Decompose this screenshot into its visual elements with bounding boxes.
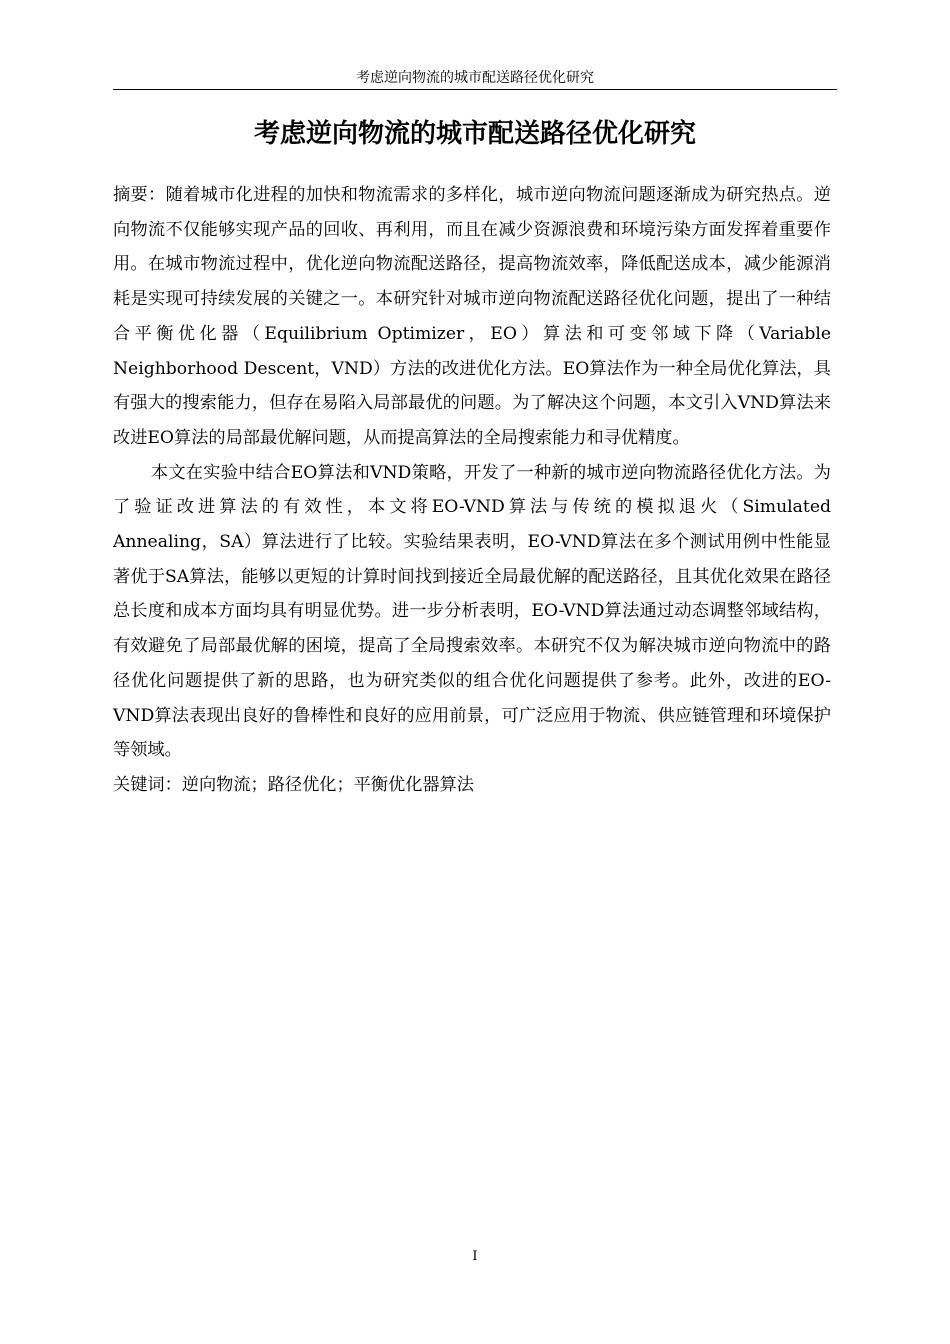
keywords-label: 关键词： bbox=[113, 774, 182, 795]
abstract-section bbox=[113, 178, 831, 803]
header-divider bbox=[113, 89, 837, 90]
document-title: 考虑逆向物流的城市配送路径优化研究 bbox=[253, 119, 696, 149]
abstract-label: 摘要： bbox=[113, 185, 166, 205]
keywords-text: 逆向物流；路径优化；平衡优化器算法 bbox=[181, 774, 474, 795]
abstract-paragraph-1 bbox=[113, 178, 831, 456]
abstract-text-1: 随着城市化进程的加快和物流需求的多样化，城市逆向物流问题逐渐成为研究热点。逆向物流不仅能够实现产品的回收、再利用，而且在减少资源浪费和环境污染方面发挥着重要作用。在城市物流过程中，优化逆向物流配送路径，提高物流效率，降低配送成本，减少能源消耗是实现可持续发展的关键之一。本研究针对城市逆向物流配送路径优化问题，提出了一种结合平衡优化器（Equilibrium Optimizer，EO）算法和可变邻域下降（Variable Neighborhood Descent，VND）方法的改进优化方法。EO算法作为一种全局优化算法，具有强大的搜索能力，但存在易陷入局部最优的问题。为了解决这个问题，本文引入VND算法来改进EO算法的局部最优解问题，从而提高算法的全局搜索能力和寻优精度。 bbox=[113, 185, 831, 448]
keywords-line bbox=[113, 768, 831, 803]
page-number: I bbox=[472, 1249, 478, 1264]
running-header: 考虑逆向物流的城市配送路径优化研究 bbox=[356, 70, 594, 86]
abstract-paragraph-2: 本文在实验中结合EO算法和VND策略，开发了一种新的城市逆向物流路径优化方法。为了验证改进算法的有效性，本文将EO-VND算法与传统的模拟退火（Simulated Annealing，SA）算法进行了比较。实验结果表明，EO-VND算法在多个测试用例中性能显著优于SA算法，能够以更短的计算时间找到接近全局最优解的配送路径，且其优化效果在路径总长度和成本方面均具有明显优势。进一步分析表明，EO-VND算法通过动态调整邻域结构，有效避免了局部最优解的困境，提高了全局搜索效率。本研究不仅为解决城市逆向物流中的路径优化问题提供了新的思路，也为研究类似的组合优化问题提供了参考。此外，改进的EO-VND算法表现出良好的鲁棒性和良好的应用前景，可广泛应用于物流、供应链管理和环境保护等领域。 bbox=[113, 462, 831, 761]
